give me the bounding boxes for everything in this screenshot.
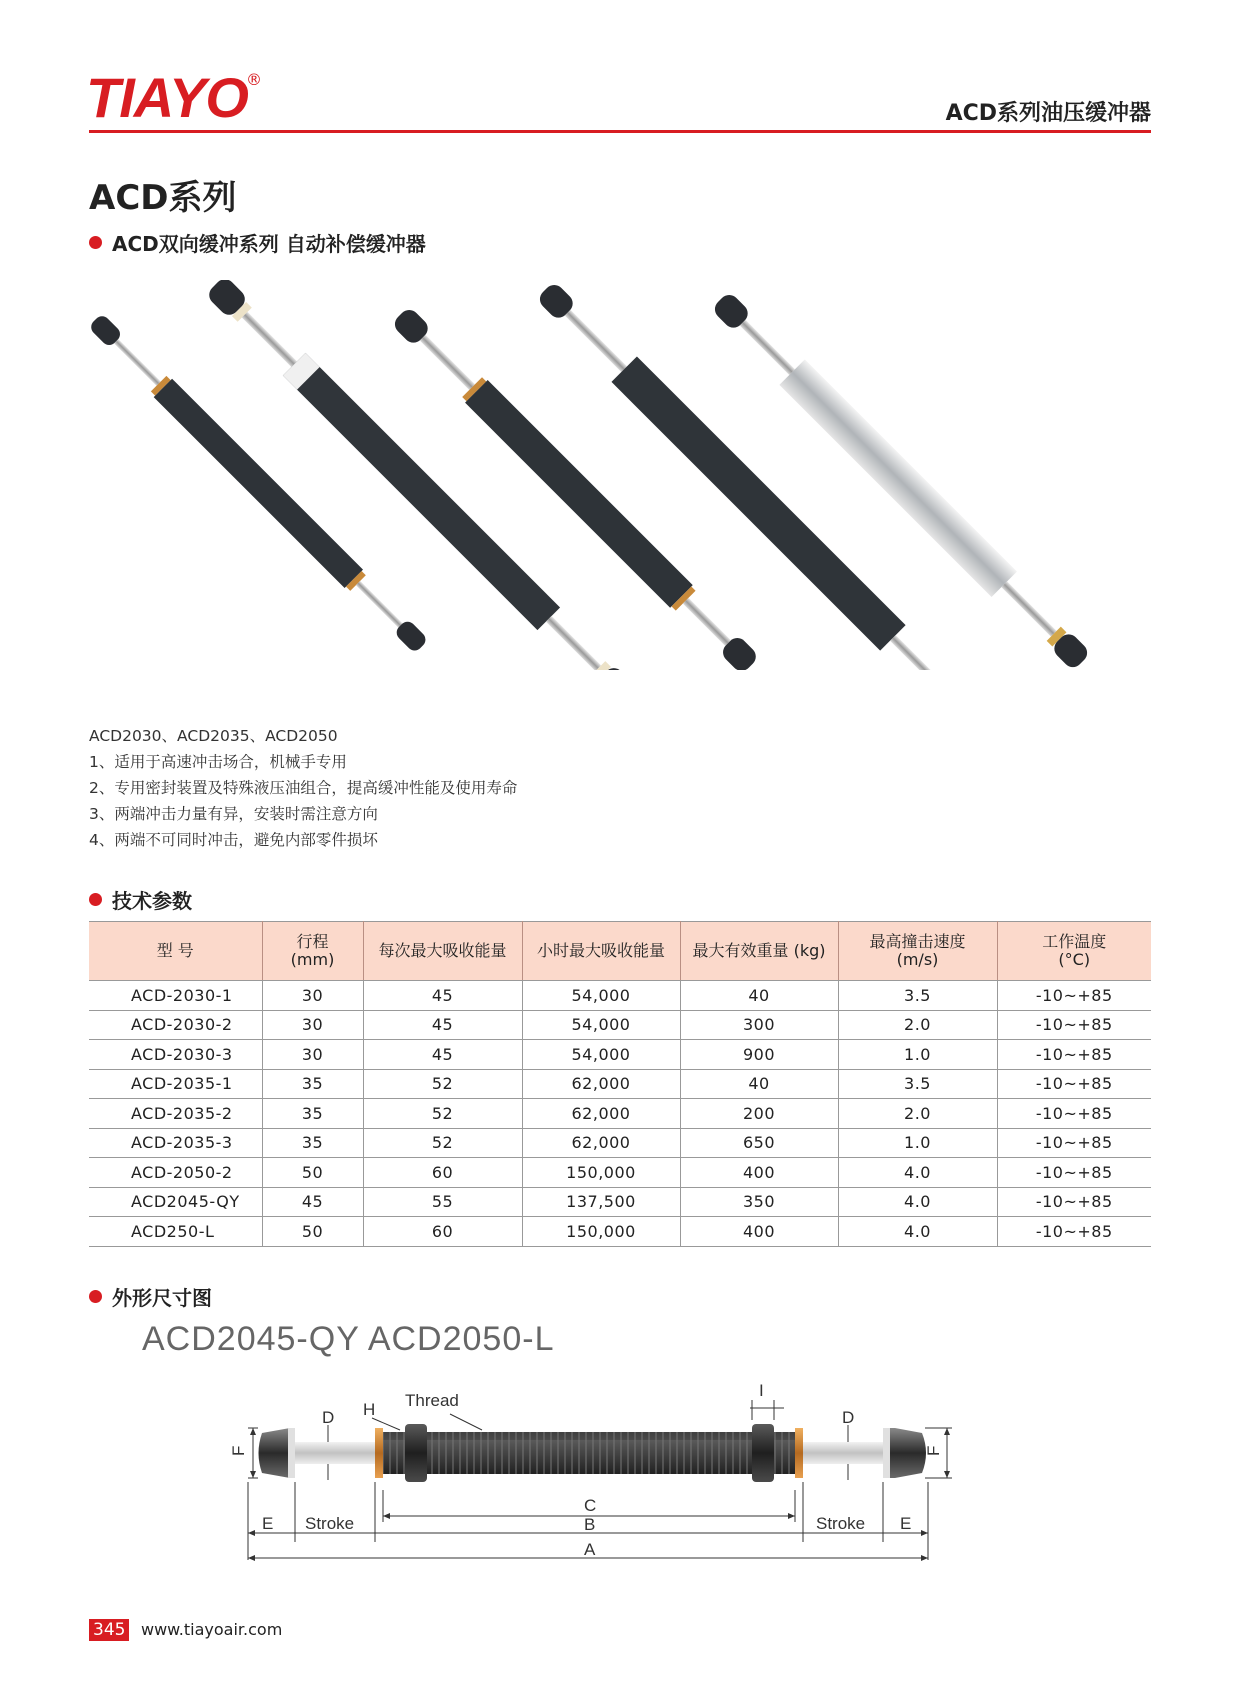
label-d-left: D	[322, 1408, 335, 1427]
header-title: ACD系列油压缓冲器	[945, 101, 1151, 126]
feature-item: 2、专用密封装置及特殊液压油组合，提高缓冲性能及使用寿命	[89, 779, 518, 797]
table-row: ACD-2030-2 30 45 54,000 300 2.0 -10~+85	[89, 1010, 1151, 1040]
threaded-body	[383, 1432, 803, 1474]
header-divider	[89, 130, 1151, 133]
dimension-drawing	[200, 1370, 1050, 1580]
label-thread: Thread	[405, 1391, 459, 1410]
label-c: C	[584, 1496, 597, 1515]
label-e-right: E	[900, 1514, 912, 1533]
feature-models: ACD2030、ACD2035、ACD2050	[89, 727, 338, 745]
header-model: 型 号	[89, 922, 262, 981]
right-piston-rod	[803, 1442, 883, 1464]
brand-logo: TIAYO	[86, 66, 248, 129]
table-row: ACD-2035-3 35 52 62,000 650 1.0 -10~+85	[89, 1128, 1151, 1158]
page-number: 345	[89, 1619, 129, 1641]
right-lock-nut	[752, 1424, 774, 1482]
label-h: H	[363, 1400, 376, 1419]
header-impact-speed: 最高撞击速度 (m/s)	[838, 922, 997, 981]
table-row: ACD-2035-2 35 52 62,000 200 2.0 -10~+85	[89, 1099, 1151, 1129]
dimensions-heading-text: 外形尺寸图	[112, 1286, 212, 1310]
table-row: ACD-2030-3 30 45 54,000 900 1.0 -10~+85	[89, 1040, 1151, 1070]
label-stroke-left: Stroke	[305, 1514, 355, 1533]
specs-heading-text: 技术参数	[112, 889, 192, 913]
label-a: A	[584, 1540, 596, 1559]
label-d-right: D	[842, 1408, 855, 1427]
table-row: ACD2045-QY 45 55 137,500 350 4.0 -10~+85	[89, 1187, 1151, 1217]
table-row: ACD-2050-2 50 60 150,000 400 4.0 -10~+85	[89, 1158, 1151, 1188]
series-title: ACD系列	[89, 178, 237, 218]
left-piston-rod	[295, 1442, 375, 1464]
label-b: B	[584, 1515, 596, 1534]
spec-table-header-row	[89, 922, 1151, 981]
table-row: ACD-2035-1 35 52 62,000 40 3.5 -10~+85	[89, 1069, 1151, 1099]
bullet-dot-icon	[89, 236, 102, 249]
feature-item: 1、适用于高速冲击场合，机械手专用	[89, 753, 347, 771]
label-e-left: E	[262, 1514, 274, 1533]
header-stroke: 行程 (mm)	[262, 922, 363, 981]
label-i: I	[759, 1381, 764, 1400]
label-f-right: F	[924, 1445, 943, 1456]
header-effective-weight: 最大有效重量 (kg)	[680, 922, 838, 981]
bullet-dot-icon	[89, 893, 102, 906]
table-row: ACD-2030-1 30 45 54,000 40 3.5 -10~+85	[89, 981, 1151, 1011]
table-row: ACD250-L 50 60 150,000 400 4.0 -10~+85	[89, 1217, 1151, 1247]
label-stroke-right: Stroke	[816, 1514, 866, 1533]
bullet-dot-icon	[89, 1290, 102, 1303]
specs-heading	[89, 885, 192, 914]
series-subtitle	[89, 228, 426, 257]
right-bumper-cap	[890, 1428, 926, 1478]
header-energy-per-hour: 小时最大吸收能量	[522, 922, 680, 981]
feature-item: 3、两端冲击力量有异，安装时需注意方向	[89, 805, 378, 823]
feature-list	[89, 723, 517, 853]
absorber-1	[86, 311, 431, 656]
website-link[interactable]: www.tiayoair.com	[141, 1620, 283, 1639]
product-photo	[80, 280, 1160, 670]
absorber-5	[707, 287, 1094, 670]
series-subtitle-text: ACD双向缓冲系列 自动补偿缓冲器	[112, 232, 426, 256]
header-temperature: 工作温度 (°C)	[997, 922, 1151, 981]
feature-item: 4、两端不可同时冲击，避免内部零件损坏	[89, 831, 378, 849]
absorber-3	[389, 304, 762, 670]
registered-mark: ®	[246, 70, 262, 89]
dimensions-heading	[89, 1282, 212, 1311]
label-f-left: F	[229, 1445, 248, 1456]
left-lock-nut	[405, 1424, 427, 1482]
header-energy-per-cycle: 每次最大吸收能量	[363, 922, 522, 981]
dimension-models: ACD2045-QY ACD2050-L	[142, 1320, 555, 1358]
spec-table	[89, 921, 1151, 1247]
